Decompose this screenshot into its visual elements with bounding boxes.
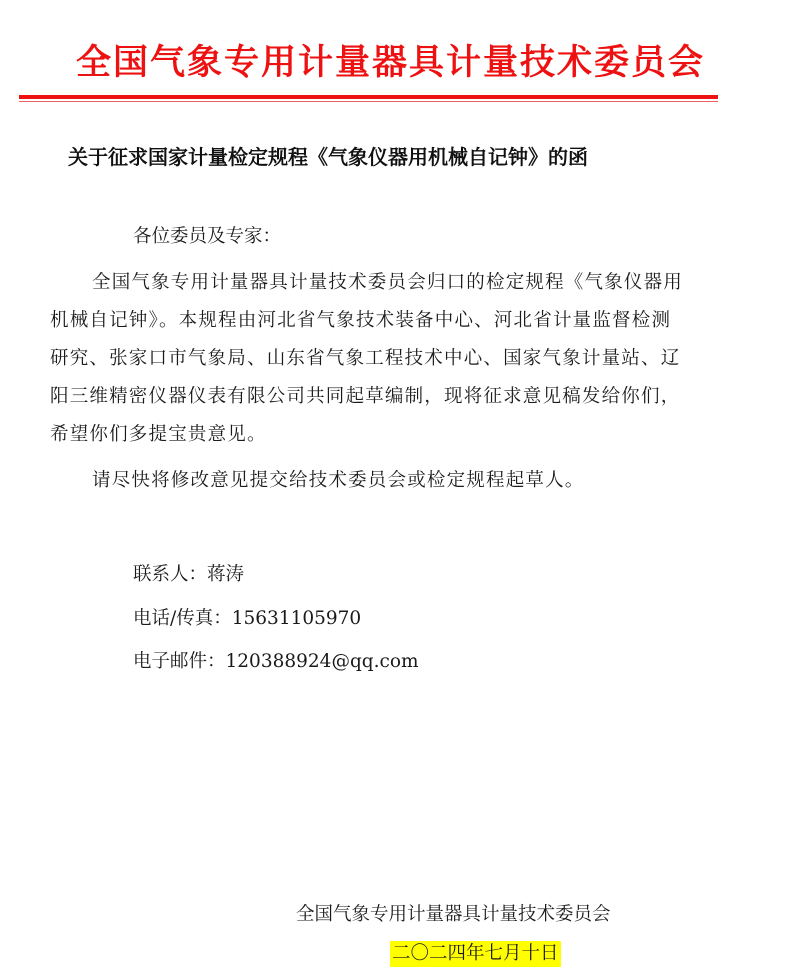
document-title: 关于征求国家计量检定规程《气象仪器用机械自记钟》的函 xyxy=(68,145,588,169)
letterhead-rule-thick xyxy=(19,95,718,99)
paragraph-line: 全国气象专用计量器具计量技术委员会归口的检定规程《气象仪器用 xyxy=(92,272,684,293)
contact-email-value: 120388924@qq.com xyxy=(225,651,419,672)
paragraph-request: 请尽快将修改意见提交给技术委员会或检定规程起草人。 xyxy=(92,470,585,491)
contact-email xyxy=(133,650,419,674)
contact-person-label: 联系人： xyxy=(133,564,208,585)
contact-phone xyxy=(133,607,361,631)
salutation: 各位委员及专家： xyxy=(133,226,282,247)
paragraph-line: 机械自记钟》。本规程由河北省气象技术装备中心、河北省计量监督检测 xyxy=(50,310,672,331)
signature-organization: 全国气象专用计量器具计量技术委员会 xyxy=(296,904,611,925)
paragraph-line: 阳三维精密仪器仪表有限公司共同起草编制，现将征求意见稿发给你们， xyxy=(50,386,681,407)
contact-phone-value: 15631105970 xyxy=(231,608,362,629)
paragraph-line: 研究、张家口市气象局、山东省气象工程技术中心、国家气象计量站、辽 xyxy=(50,348,681,369)
contact-person-name: 蒋涛 xyxy=(207,564,245,585)
paragraph-line: 希望你们多提宝贵意见。 xyxy=(50,424,267,445)
contact-person xyxy=(133,563,244,587)
letterhead-organization-title: 全国气象专用计量器具计量技术委员会 xyxy=(76,43,706,83)
signature-date: 二〇二四年七月十日 xyxy=(390,941,561,967)
contact-phone-label: 电话/传真： xyxy=(133,608,232,629)
contact-email-label: 电子邮件： xyxy=(133,651,226,672)
letterhead-rule-thin xyxy=(19,101,718,102)
